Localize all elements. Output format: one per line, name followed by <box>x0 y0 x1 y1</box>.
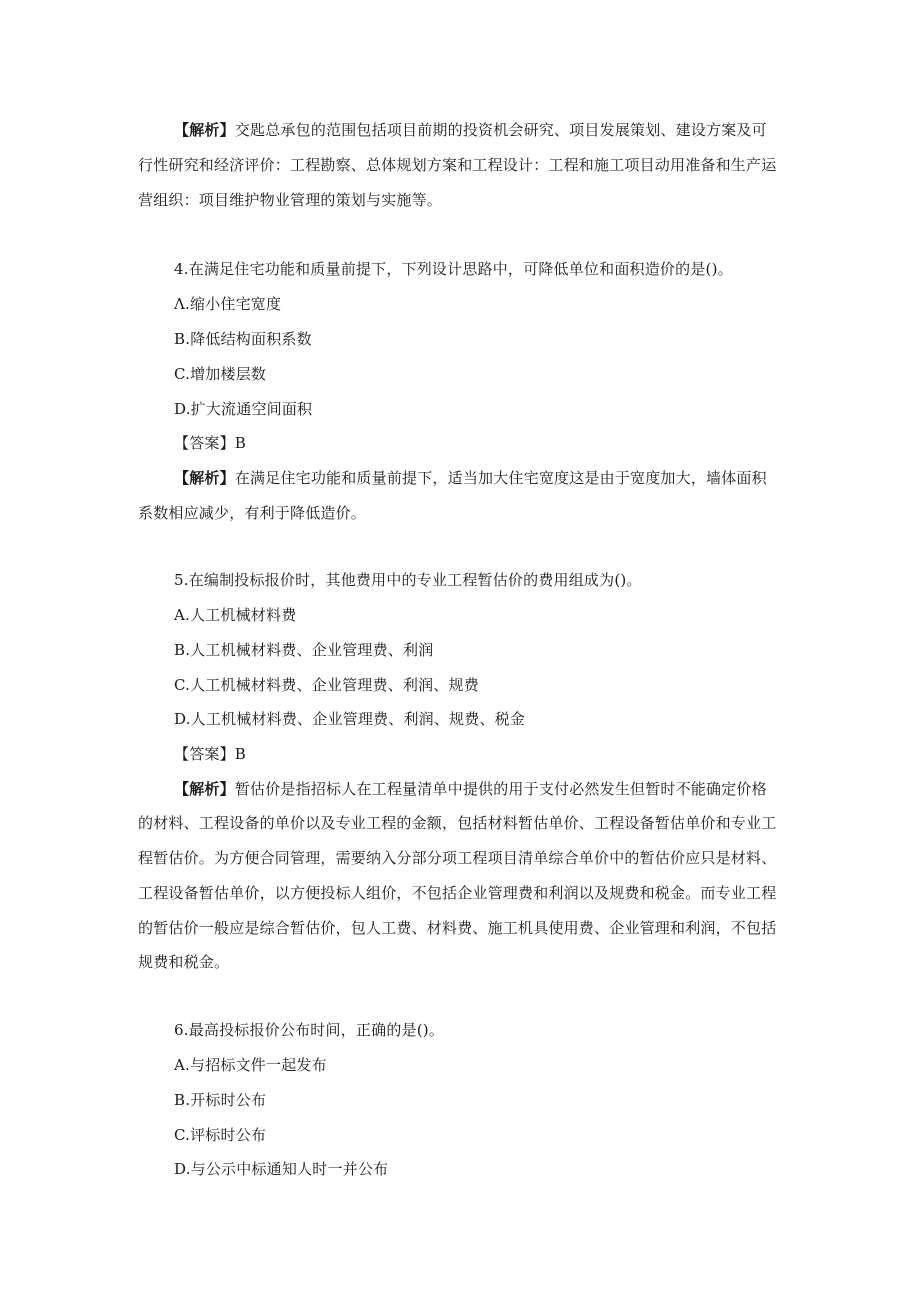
q6-option-d: D.与公示中标通知人时一并公布 <box>174 1160 389 1178</box>
q3-analysis-text-1: 交匙总承包的范围包括项目前期的投资机会研究、项目发展策划、建设方案及可 <box>234 121 767 139</box>
q5-option-c: C.人工机械材料费、企业管理费、利润、规费 <box>174 676 479 694</box>
q6-question: 6.最高投标报价公布时间，正确的是()。 <box>174 1021 445 1039</box>
q3-analysis-line-2: 行性研究和经济评价：工程勘察、总体规划方案和工程设计：工程和施工项目动用准备和生产运 <box>138 156 777 174</box>
q5-option-a: A.人工机械材料费 <box>174 606 297 624</box>
q4-question: 4.在满足住宅功能和质量前提下，下列设计思路中，可降低单位和面积造价的是()。 <box>174 260 733 278</box>
q5-analysis-line-3: 程暂估价。为方便合同管理，需要纳入分部分项工程项目清单综合单价中的暂估价应只是材料、 <box>138 849 777 867</box>
q5-question: 5.在编制投标报价时，其他费用中的专业工程暂估价的费用组成为()。 <box>174 571 642 589</box>
q5-option-d: D.人工机械材料费、企业管理费、利润、规费、税金 <box>174 710 526 728</box>
q4-option-d: D.扩大流通空间面积 <box>174 400 313 418</box>
q5-analysis-line-6: 规费和税金。 <box>138 953 230 971</box>
q3-analysis-line-1 <box>174 120 767 140</box>
q6-option-a: A.与招标文件一起发布 <box>174 1056 327 1074</box>
q5-answer: 【答案】B <box>174 745 247 763</box>
q5-analysis-text-1: 暂估价是指招标人在工程量清单中提供的用于支付必然发生但暂时不能确定价格 <box>234 780 767 798</box>
q5-analysis-line-5: 的暂估价一般应是综合暂估价，包人工费、材料费、施工机具使用费、企业管理和利润，不包括 <box>138 919 777 937</box>
q4-option-b: B.降低结构面积系数 <box>174 330 312 348</box>
q6-option-b: B.开标时公布 <box>174 1091 267 1109</box>
q4-analysis-line-1 <box>174 468 767 488</box>
q5-option-b: B.人工机械材料费、企业管理费、利润 <box>174 641 434 659</box>
q5-analysis-line-2: 的材料、工程设备的单价以及专业工程的金额，包括材料暂估单价、工程设备暂估单价和专业工 <box>138 814 777 832</box>
q4-analysis-tag: 【解析】 <box>174 469 235 487</box>
q5-analysis-line-1 <box>174 779 767 799</box>
q4-analysis-line-2: 系数相应减少，有利于降低造价。 <box>138 504 367 522</box>
q4-option-a: Λ.缩小住宅宽度 <box>174 295 282 313</box>
q4-option-c: C.增加楼层数 <box>174 365 267 383</box>
q3-analysis-tag: 【解析】 <box>174 121 235 139</box>
q4-answer: 【答案】B <box>174 434 247 452</box>
q5-analysis-line-4: 工程设备暂估单价，以方便投标人组价，不包括企业管理费和利润以及规费和税金。而专业工程 <box>138 884 777 902</box>
q5-analysis-tag: 【解析】 <box>174 780 235 798</box>
q4-analysis-text-1: 在满足住宅功能和质量前提下，适当加大住宅宽度这是由于宽度加大，墙体面积 <box>234 469 767 487</box>
q3-analysis-line-3: 营组织：项目维护物业管理的策划与实施等。 <box>138 191 443 209</box>
q6-option-c: C.评标时公布 <box>174 1126 267 1144</box>
